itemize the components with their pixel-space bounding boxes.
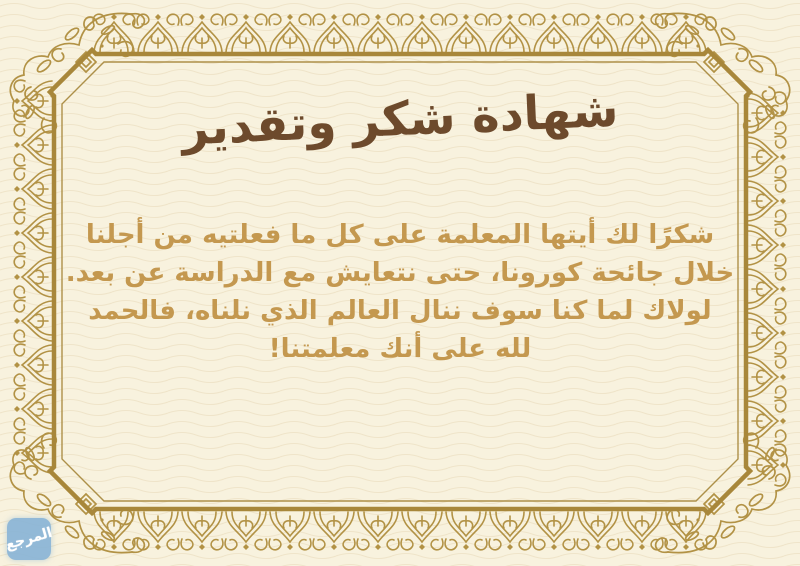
body-line: لولاك لما كنا سوف ننال العالم الذي نلناه، فالحمد xyxy=(88,296,712,326)
body-line: شكرًا لك أيتها المعلمة على كل ما فعلتيه من أجلنا xyxy=(85,220,715,250)
body-line: لله على أنك معلمتنا! xyxy=(268,334,532,364)
certificate-title: شهادة شكر وتقدير xyxy=(180,82,620,157)
watermark-logo xyxy=(3,518,55,560)
body-line: خلال جائحة كورونا، حتى نتعايش مع الدراسة عن بعد. xyxy=(65,258,735,288)
watermark-logo-label: المرجع xyxy=(3,524,55,554)
certificate-body xyxy=(60,216,740,368)
